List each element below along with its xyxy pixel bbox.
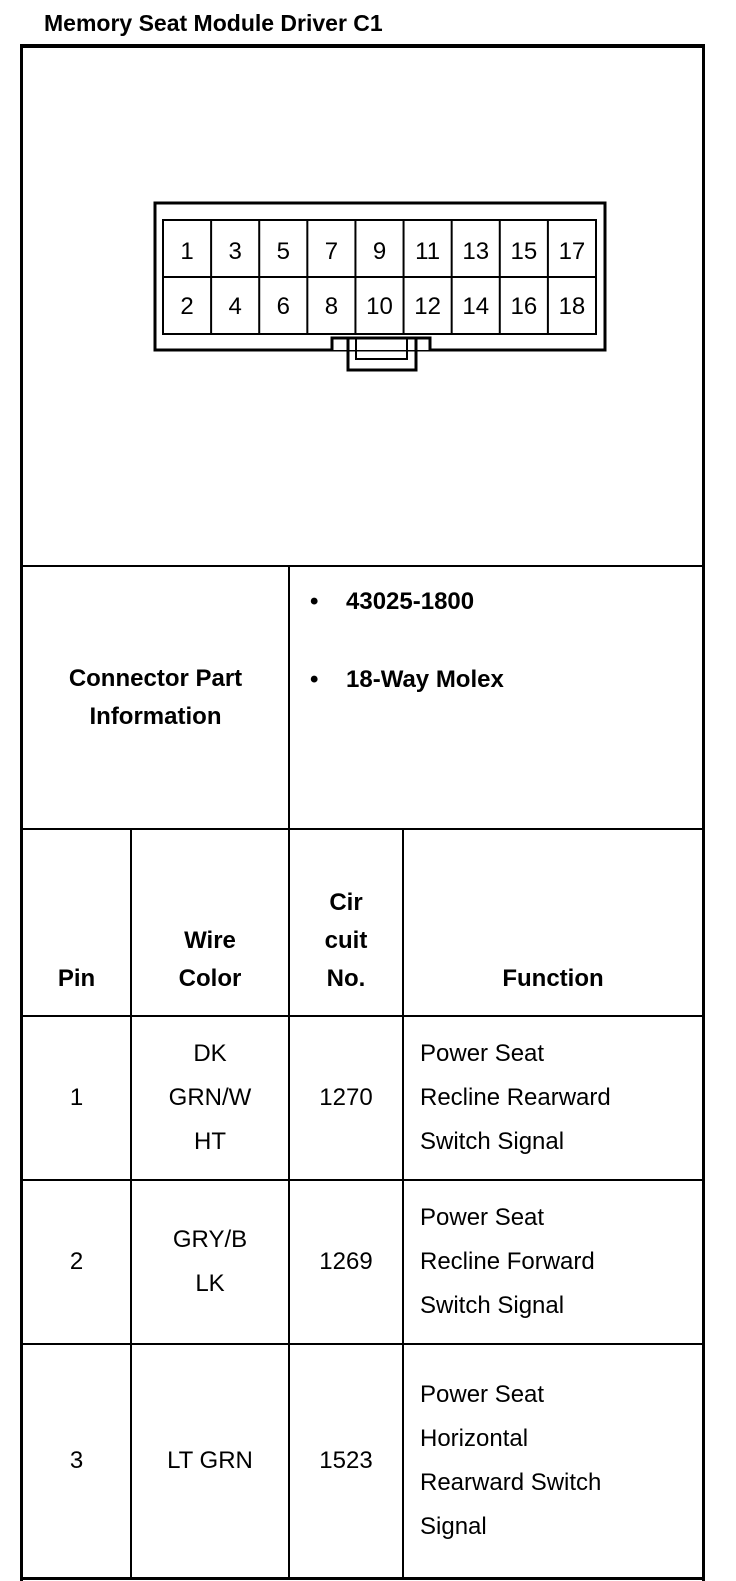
connector-type-item	[310, 666, 504, 694]
part-number: 43025-1800	[346, 588, 475, 615]
page-title: Memory Seat Module Driver C1	[44, 10, 383, 36]
row-2-function: Power Seat Recline Forward Switch Signal	[420, 1204, 595, 1319]
pin-number-13: 13	[462, 238, 490, 265]
header-wire-color: Wire Color	[178, 927, 242, 992]
pin-number-2: 2	[180, 293, 194, 320]
pin-number-4: 4	[228, 293, 242, 320]
pin-number-18: 18	[558, 293, 586, 320]
row-2-circuit: 1269	[319, 1248, 373, 1275]
row-3-pin: 3	[69, 1447, 84, 1474]
row-3-function: Power Seat Horizontal Rearward Switch Signal	[420, 1381, 602, 1540]
row-3-wire-color: LT GRN	[167, 1447, 253, 1474]
row-1-circuit: 1270	[319, 1084, 373, 1111]
frame-bottom	[20, 1577, 705, 1580]
pin-number-8: 8	[324, 293, 339, 320]
pin-number-3: 3	[228, 238, 242, 265]
bullet-icon: •	[310, 588, 319, 615]
pin-number-12: 12	[414, 293, 441, 320]
pin-number-10: 10	[366, 293, 393, 320]
pin-number-1: 1	[180, 238, 194, 265]
pin-number-14: 14	[462, 293, 490, 320]
header-function: Function	[502, 965, 604, 992]
header-circuit: Cir cuit No.	[324, 889, 368, 992]
row-3-circuit: 1523	[319, 1447, 373, 1474]
row-1-pin: 1	[69, 1084, 84, 1111]
pin-number-5: 5	[276, 238, 290, 265]
part-number-item	[310, 588, 474, 616]
frame-top	[20, 44, 705, 48]
row-1-function: Power Seat Recline Rearward Switch Signal	[420, 1040, 611, 1155]
connector-diagram	[0, 190, 736, 590]
row-2-wire-color: GRY/B LK	[172, 1226, 248, 1297]
pin-number-17: 17	[558, 238, 586, 265]
pin-number-7: 7	[324, 238, 339, 265]
part-info-label: Connector Part Information	[68, 664, 243, 730]
pin-number-15: 15	[510, 238, 538, 265]
pin-number-6: 6	[276, 293, 290, 320]
header-pin: Pin	[57, 965, 96, 992]
pin-number-16: 16	[510, 293, 538, 320]
pin-number-9: 9	[372, 238, 387, 265]
row-1-wire-color: DK GRN/W HT	[168, 1040, 252, 1155]
row-2-pin: 2	[69, 1248, 84, 1275]
connector-type: 18-Way Molex	[346, 666, 504, 693]
pin-number-11: 11	[415, 238, 441, 265]
bullet-icon: •	[310, 666, 319, 693]
